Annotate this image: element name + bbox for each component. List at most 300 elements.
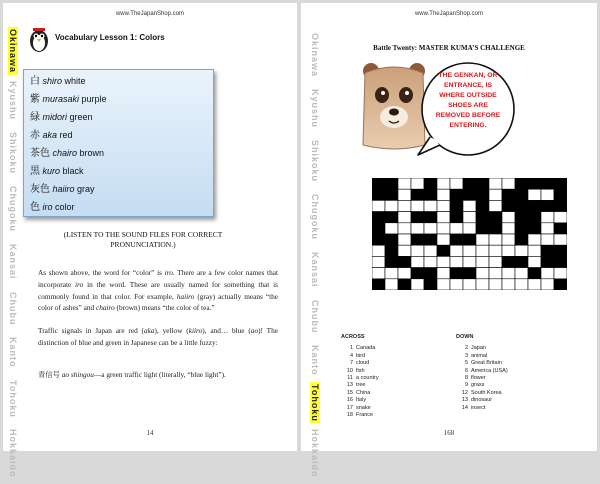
crossword-block: [489, 212, 502, 223]
site-url: www.TheJapanShop.com: [115, 11, 185, 17]
region-tabs: [308, 27, 322, 484]
tab-okinawa[interactable]: Okinawa: [8, 29, 18, 74]
crossword-block: [515, 212, 528, 223]
vocab-english: black: [62, 166, 84, 176]
crossword-cell[interactable]: [437, 256, 450, 267]
crossword-block: [528, 212, 541, 223]
crossword-block: [424, 234, 437, 245]
clue-text: cloud: [356, 360, 370, 367]
clue-item: [341, 353, 379, 360]
vocab-english: brown: [79, 148, 105, 158]
text: in the word. These are usually named for something that is commonly found in that color. For example,: [38, 279, 278, 301]
crossword-cell[interactable]: [398, 223, 411, 234]
crossword-block: [515, 200, 528, 211]
paragraph-green-light: [38, 369, 278, 381]
crossword-block: [554, 189, 567, 200]
crossword-cell[interactable]: [541, 223, 554, 234]
vocab-english: green: [69, 112, 93, 122]
crossword-cell[interactable]: [411, 200, 424, 211]
crossword-cell[interactable]: [450, 279, 463, 290]
clue-item: [456, 368, 508, 375]
crossword-block: [515, 189, 528, 200]
crossword-cell[interactable]: [489, 279, 502, 290]
crossword-cell[interactable]: [437, 189, 450, 200]
text: . There are a few color names that incorporate: [38, 268, 279, 289]
text: (brown) means “the color of tea.”: [114, 303, 215, 313]
clue-text: Japan: [471, 345, 486, 352]
crossword-cell[interactable]: [515, 268, 528, 279]
crossword-block: [398, 256, 411, 267]
crossword-block: [463, 234, 476, 245]
crossword-cell[interactable]: [424, 223, 437, 234]
crossword-cell[interactable]: [541, 189, 554, 200]
clue-text: insect: [471, 404, 486, 411]
clue-text: America (USA): [471, 367, 508, 374]
crossword-grid[interactable]: [372, 178, 567, 290]
crossword-block: [541, 178, 554, 189]
clue-text: tree: [356, 382, 366, 389]
crossword-cell[interactable]: [398, 189, 411, 200]
vocab-item: [30, 126, 207, 144]
crossword-block: [515, 178, 528, 189]
crossword-cell[interactable]: [385, 200, 398, 211]
crossword-cell[interactable]: [541, 212, 554, 223]
crossword-block: [528, 200, 541, 211]
crossword-cell[interactable]: [463, 212, 476, 223]
crossword-cell[interactable]: [476, 279, 489, 290]
penguin-mascot-icon: [25, 25, 53, 53]
crossword-cell[interactable]: [411, 223, 424, 234]
clue-item: [456, 405, 508, 412]
crossword-block: [450, 268, 463, 279]
crossword-cell[interactable]: [502, 178, 515, 189]
clue-text: Great Britain: [471, 360, 502, 367]
crossword-block: [411, 189, 424, 200]
crossword-cell[interactable]: [398, 268, 411, 279]
crossword-cell[interactable]: [463, 256, 476, 267]
vocab-kanji: 色: [30, 202, 40, 213]
clue-text: animal: [471, 352, 488, 359]
text: )! The distinction of blue and green in Japanese can be a little fuzzy:: [38, 326, 278, 347]
vocab-item: [30, 144, 207, 162]
crossword-cell[interactable]: [541, 268, 554, 279]
text: —a green traffic light (literally, “blue light”).: [93, 370, 226, 379]
crossword-block: [515, 256, 528, 267]
tab-hokkaido[interactable]: Hokkaido: [310, 429, 320, 478]
crossword-cell[interactable]: [437, 223, 450, 234]
crossword-block: [372, 279, 385, 290]
text: Traffic signals in Japan are red (: [38, 326, 144, 335]
term: iro: [164, 268, 173, 277]
tab-tohoku[interactable]: Tohoku: [8, 379, 18, 418]
crossword-block: [476, 212, 489, 223]
crossword-cell[interactable]: [515, 279, 528, 290]
crossword-cell[interactable]: [502, 234, 515, 245]
crossword-cell[interactable]: [528, 279, 541, 290]
crossword-block: [385, 256, 398, 267]
crossword-block: [450, 200, 463, 211]
clue-text: South Korea: [471, 389, 502, 396]
crossword-cell[interactable]: [437, 234, 450, 245]
crossword-cell[interactable]: [554, 268, 567, 279]
crossword-cell[interactable]: [515, 245, 528, 256]
crossword-block: [463, 268, 476, 279]
term: kiiro: [188, 326, 203, 335]
crossword-block: [450, 234, 463, 245]
crossword-cell[interactable]: [424, 200, 437, 211]
crossword-block: [476, 189, 489, 200]
vocab-item: [30, 198, 207, 216]
tab-kanto[interactable]: Kanto: [8, 337, 18, 368]
crossword-cell[interactable]: [463, 245, 476, 256]
crossword-cell[interactable]: [424, 245, 437, 256]
text: ), and… blue (: [202, 326, 251, 335]
crossword-cell[interactable]: [398, 234, 411, 245]
crossword-block: [424, 268, 437, 279]
crossword-block: [372, 212, 385, 223]
crossword-block: [385, 245, 398, 256]
clue-text: a country: [356, 375, 379, 382]
clue-number: 7: [349, 360, 353, 367]
down-heading: DOWN: [456, 334, 474, 340]
clue-number: 15: [346, 389, 353, 396]
clue-number: 4: [349, 352, 353, 359]
clue-text: fish: [356, 367, 365, 374]
term: haiiro: [176, 291, 195, 301]
tab-shikoku[interactable]: Shikoku: [310, 140, 320, 183]
crossword-block: [528, 178, 541, 189]
crossword-block: [424, 279, 437, 290]
crossword-cell[interactable]: [502, 212, 515, 223]
battle-title: Battle Twenty: MASTER KUMA’S CHALLENGE: [373, 44, 525, 52]
crossword-block: [502, 189, 515, 200]
crossword-cell[interactable]: [476, 268, 489, 279]
clue-number: 10: [346, 367, 353, 374]
clue-item: [341, 375, 379, 382]
clue-text: flower: [471, 375, 486, 382]
vocab-kanji: 赤: [30, 130, 40, 141]
crossword-cell[interactable]: [398, 178, 411, 189]
clue-number: 1: [349, 345, 353, 352]
crossword-cell[interactable]: [372, 268, 385, 279]
listen-note-line: (LISTEN TO THE SOUND FILES FOR CORRECT: [63, 230, 223, 239]
page-number: 168: [443, 429, 455, 437]
crossword-cell[interactable]: [398, 200, 411, 211]
crossword-cell[interactable]: [385, 268, 398, 279]
clue-text: Canada: [356, 345, 376, 352]
tab-chubu[interactable]: Chubu: [8, 291, 18, 326]
crossword-cell[interactable]: [489, 189, 502, 200]
vocab-kanji: 紫: [30, 94, 40, 105]
crossword-block: [502, 200, 515, 211]
term: ao: [250, 326, 259, 335]
clue-number: 6: [464, 367, 468, 374]
text: (gray) actually means “the color of ashes” and: [38, 291, 279, 313]
crossword-block: [372, 234, 385, 245]
term: iro: [75, 279, 84, 289]
vocab-item: [30, 180, 207, 198]
crossword-cell[interactable]: [411, 279, 424, 290]
crossword-cell[interactable]: [372, 245, 385, 256]
clue-item: [456, 397, 508, 404]
tab-shikoku[interactable]: Shikoku: [8, 132, 18, 175]
crossword-block: [489, 223, 502, 234]
down-clues: [456, 334, 508, 412]
crossword-cell[interactable]: [489, 200, 502, 211]
crossword-block: [424, 178, 437, 189]
crossword-cell[interactable]: [463, 223, 476, 234]
tab-kanto[interactable]: Kanto: [310, 345, 320, 376]
crossword-cell[interactable]: [437, 268, 450, 279]
crossword-block: [372, 178, 385, 189]
clue-number: 13: [346, 382, 353, 389]
crossword-block: [424, 212, 437, 223]
crossword-block: [398, 279, 411, 290]
crossword-block: [554, 223, 567, 234]
crossword-cell[interactable]: [463, 200, 476, 211]
tab-chugoku[interactable]: Chugoku: [8, 186, 18, 233]
across-heading: ACROSS: [341, 334, 365, 340]
crossword-block: [541, 256, 554, 267]
crossword-block: [463, 189, 476, 200]
tab-kansai[interactable]: Kansai: [310, 252, 320, 288]
crossword-cell[interactable]: [398, 245, 411, 256]
vocab-kanji: 緑: [30, 112, 40, 123]
clue-text: grass: [471, 382, 485, 389]
tab-kyushu[interactable]: Kyushu: [310, 89, 320, 129]
vocab-english: red: [59, 130, 73, 140]
crossword-block: [372, 189, 385, 200]
vocab-english: gray: [77, 184, 95, 194]
clue-number: 13: [461, 397, 468, 404]
crossword-cell[interactable]: [463, 279, 476, 290]
speech-line: THE GENKAN, OR: [438, 72, 498, 79]
term: ao shingou: [61, 370, 94, 379]
clue-number: 3: [464, 352, 468, 359]
crossword-cell[interactable]: [411, 256, 424, 267]
crossword-block: [554, 200, 567, 211]
crossword-cell[interactable]: [398, 212, 411, 223]
vocab-romaji: aka: [42, 130, 58, 140]
crossword-block: [528, 223, 541, 234]
tab-chubu[interactable]: Chubu: [310, 299, 320, 334]
vocab-romaji: iro: [42, 202, 53, 212]
site-url: www.TheJapanShop.com: [414, 11, 484, 17]
term: chairo: [95, 303, 115, 313]
crossword-cell[interactable]: [541, 234, 554, 245]
crossword-cell[interactable]: [411, 178, 424, 189]
clue-number: 9: [464, 382, 468, 389]
crossword-block: [541, 200, 554, 211]
crossword-cell[interactable]: [541, 279, 554, 290]
crossword-block: [502, 256, 515, 267]
clue-item: [341, 412, 379, 419]
clue-number: 8: [464, 375, 468, 382]
vocab-english: white: [64, 76, 86, 86]
crossword-block: [385, 189, 398, 200]
crossword-cell[interactable]: [502, 268, 515, 279]
crossword-block: [554, 245, 567, 256]
lesson-title: Vocabulary Lesson 1: Colors: [55, 33, 165, 42]
crossword-cell[interactable]: [554, 234, 567, 245]
vocab-english: purple: [81, 94, 107, 104]
vocab-romaji: kuro: [42, 166, 61, 176]
vocab-item: [30, 162, 207, 180]
clue-number: 17: [346, 404, 353, 411]
vocab-romaji: murasaki: [42, 94, 80, 104]
crossword-block: [424, 189, 437, 200]
clue-item: [341, 382, 379, 389]
paragraph-color-names: [38, 267, 278, 314]
tab-hokkaido[interactable]: Hokkaido: [8, 429, 18, 478]
clue-text: France: [356, 412, 374, 419]
vocab-english: color: [55, 202, 75, 212]
vocab-box: [23, 69, 214, 217]
crossword-cell[interactable]: [502, 279, 515, 290]
crossword-cell[interactable]: [489, 268, 502, 279]
clue-number: 11: [347, 375, 353, 382]
crossword-block: [554, 256, 567, 267]
clue-item: [341, 368, 379, 375]
crossword-cell[interactable]: [476, 256, 489, 267]
crossword-block: [554, 279, 567, 290]
clue-item: [456, 360, 508, 367]
clue-number: 2: [464, 345, 468, 352]
vocab-romaji: shiro: [42, 76, 63, 86]
crossword-cell[interactable]: [489, 256, 502, 267]
crossword-cell[interactable]: [450, 256, 463, 267]
crossword-block: [385, 212, 398, 223]
clue-text: bird: [356, 352, 366, 359]
crossword-cell[interactable]: [385, 279, 398, 290]
clue-item: [456, 382, 508, 389]
crossword-block: [411, 212, 424, 223]
crossword-cell[interactable]: [450, 245, 463, 256]
crossword-block: [450, 189, 463, 200]
clue-item: [456, 375, 508, 382]
term: aka: [144, 326, 155, 335]
clue-text: snake: [356, 404, 371, 411]
clue-text: dinosaur: [471, 397, 493, 404]
left-page: [3, 3, 297, 478]
crossword-block: [385, 234, 398, 245]
crossword-cell[interactable]: [528, 189, 541, 200]
vocab-item: [30, 108, 207, 126]
crossword-block: [476, 178, 489, 189]
vocab-item: [30, 72, 207, 90]
crossword-block: [476, 200, 489, 211]
tab-tohoku[interactable]: Tohoku: [310, 383, 320, 422]
speech-line: ENTRANCE, IS: [444, 82, 492, 89]
speech-line: REMOVED BEFORE: [435, 112, 501, 119]
kanji: 青信号: [38, 370, 60, 379]
crossword-block: [515, 234, 528, 245]
crossword-cell[interactable]: [528, 234, 541, 245]
crossword-cell[interactable]: [372, 200, 385, 211]
vocab-romaji: haiiro: [52, 184, 75, 194]
crossword-cell[interactable]: [476, 234, 489, 245]
clue-number: 18: [346, 412, 353, 419]
clue-number: 14: [461, 404, 468, 411]
crossword-block: [411, 268, 424, 279]
right-page: [301, 3, 597, 478]
crossword-cell[interactable]: [411, 245, 424, 256]
tab-kyushu[interactable]: Kyushu: [8, 81, 18, 121]
text: ), yellow (: [154, 326, 189, 335]
crossword-cell[interactable]: [437, 178, 450, 189]
tab-okinawa[interactable]: Okinawa: [310, 33, 320, 78]
clue-item: [456, 345, 508, 352]
vocab-kanji: 茶色: [30, 148, 50, 159]
speech-bubble-text: [429, 71, 507, 131]
crossword-cell[interactable]: [528, 256, 541, 267]
crossword-cell[interactable]: [489, 178, 502, 189]
crossword-block: [515, 223, 528, 234]
crossword-cell[interactable]: [528, 245, 541, 256]
crossword-cell[interactable]: [489, 245, 502, 256]
vocab-kanji: 白: [30, 76, 40, 87]
clue-number: 16: [346, 397, 353, 404]
crossword-block: [476, 223, 489, 234]
clue-item: [341, 390, 379, 397]
listen-note-line: PRONUNCIATION.): [110, 240, 176, 249]
vocab-romaji: midori: [42, 112, 68, 122]
crossword-cell[interactable]: [437, 200, 450, 211]
crossword-block: [411, 234, 424, 245]
clue-item: [456, 353, 508, 360]
clue-item: [341, 405, 379, 412]
crossword-block: [385, 178, 398, 189]
crossword-cell[interactable]: [372, 256, 385, 267]
crossword-cell[interactable]: [450, 223, 463, 234]
crossword-cell[interactable]: [450, 178, 463, 189]
listen-note: [23, 230, 263, 250]
vocab-romaji: chairo: [52, 148, 78, 158]
crossword-cell[interactable]: [502, 223, 515, 234]
crossword-cell[interactable]: [437, 279, 450, 290]
clue-text: China: [356, 389, 371, 396]
text: As shown above, the word for “color” is: [38, 268, 165, 277]
crossword-block: [528, 268, 541, 279]
crossword-cell[interactable]: [476, 245, 489, 256]
vocab-kanji: 黒: [30, 166, 40, 177]
clue-number: 12: [461, 389, 468, 396]
crossword-block: [463, 178, 476, 189]
crossword-block: [437, 245, 450, 256]
crossword-cell[interactable]: [554, 212, 567, 223]
speech-line: ENTERING.: [449, 122, 487, 129]
crossword-cell[interactable]: [502, 245, 515, 256]
paragraph-traffic-signals: [38, 325, 278, 349]
region-tabs: [6, 27, 20, 484]
speech-line: WHERE OUTSIDE: [439, 92, 497, 99]
crossword-cell[interactable]: [489, 234, 502, 245]
crossword-cell[interactable]: [424, 256, 437, 267]
tab-chugoku[interactable]: Chugoku: [310, 194, 320, 241]
clue-item: [341, 360, 379, 367]
tab-kansai[interactable]: Kansai: [8, 244, 18, 280]
clue-number: 5: [464, 360, 468, 367]
clue-item: [341, 345, 379, 352]
clue-item: [456, 390, 508, 397]
crossword-cell[interactable]: [437, 212, 450, 223]
crossword-block: [554, 178, 567, 189]
crossword-cell[interactable]: [385, 223, 398, 234]
crossword-block: [541, 245, 554, 256]
vocab-kanji: 灰色: [30, 184, 50, 195]
across-clues: [341, 334, 379, 419]
speech-line: SHOES ARE: [448, 102, 488, 109]
